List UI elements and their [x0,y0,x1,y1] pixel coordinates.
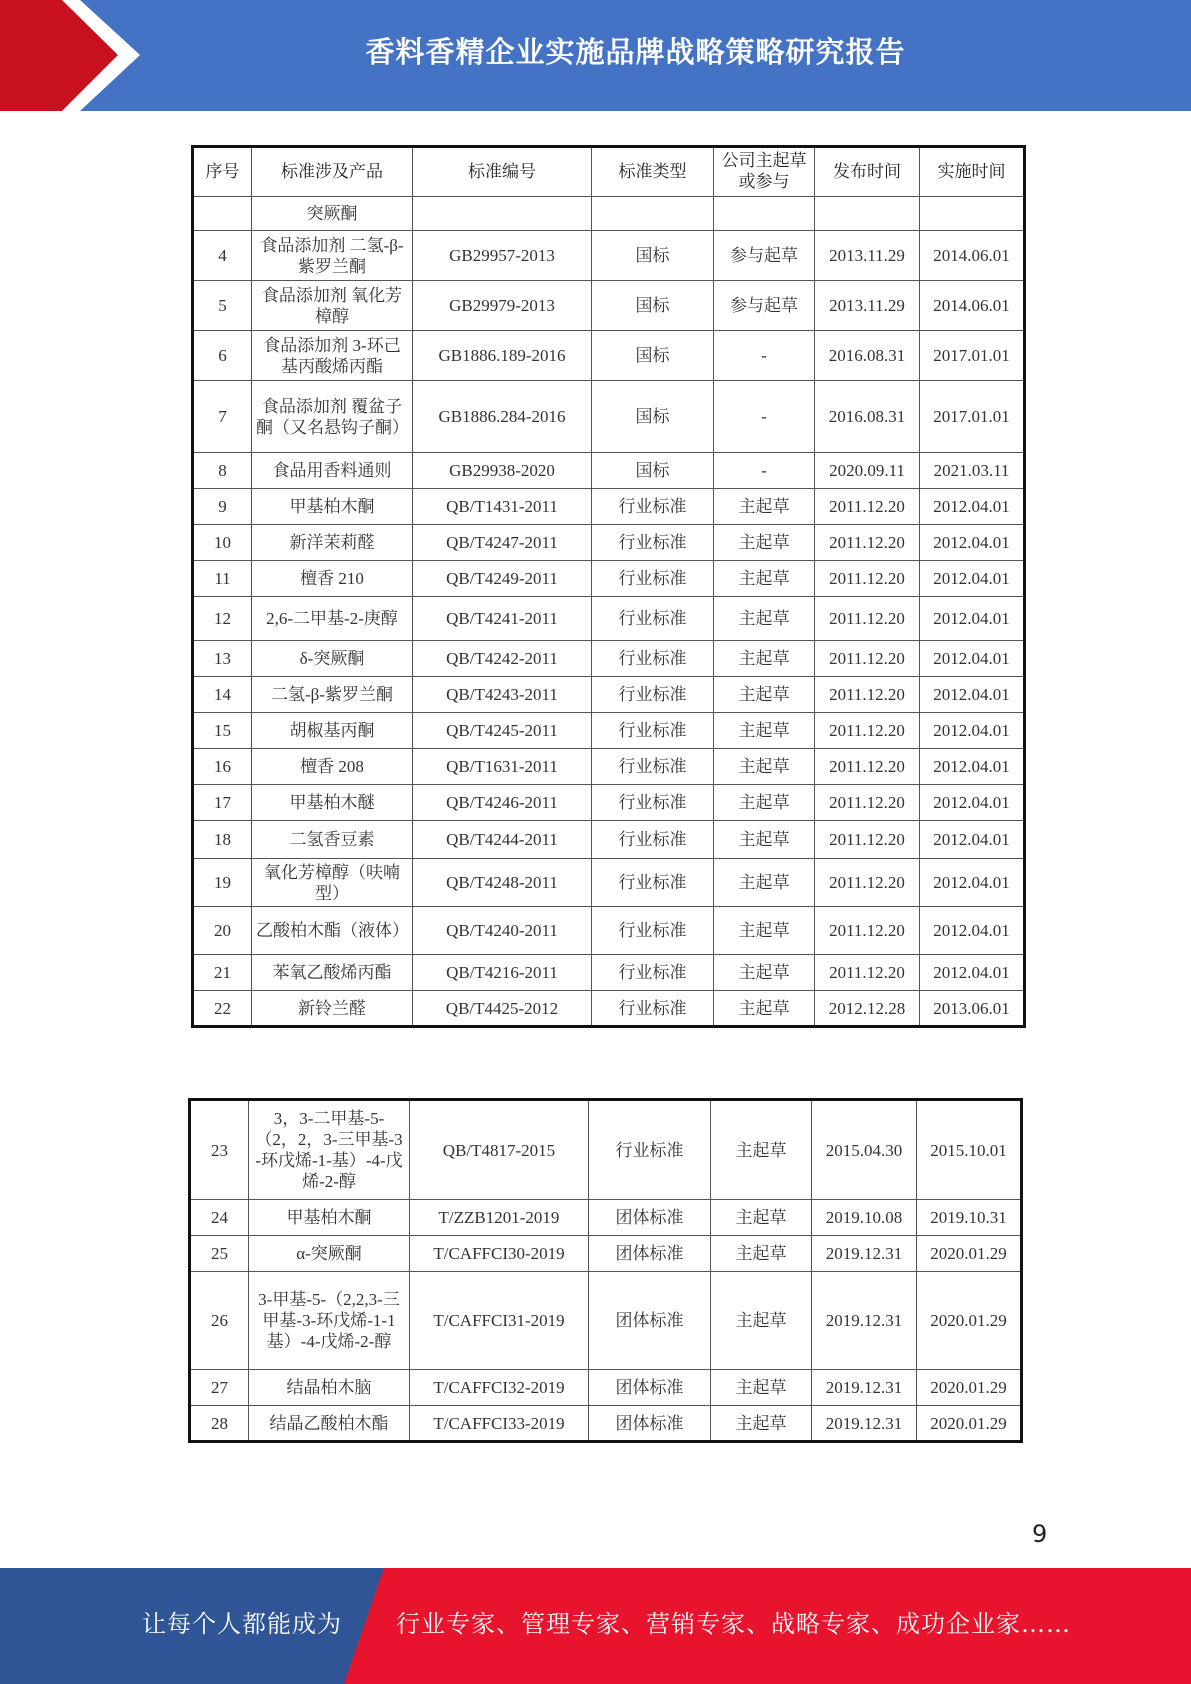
cell-role: 主起草 [714,525,815,561]
cell-publish-date: 2011.12.20 [815,525,920,561]
table-row [193,955,1025,991]
cell-publish-date: 2011.12.20 [815,641,920,677]
cell-effective-date: 2012.04.01 [920,713,1025,749]
cell-effective-date: 2021.03.11 [920,453,1025,489]
cell-code: GB29938-2020 [413,453,592,489]
table-row [190,1370,1022,1406]
footer-slogan-left: 让每个人都能成为 [142,1610,342,1638]
cell-role: - [714,331,815,381]
table-row [193,489,1025,525]
cell-effective-date: 2012.04.01 [920,749,1025,785]
cell-effective-date: 2020.01.29 [917,1236,1022,1272]
cell-code: QB/T4247-2011 [413,525,592,561]
cell-type: 行业标准 [592,749,714,785]
table-row [193,713,1025,749]
cell-type: 团体标准 [589,1200,711,1236]
cell-index: 27 [190,1370,249,1406]
cell-publish-date: 2011.12.20 [815,785,920,821]
cell-index: 11 [193,561,252,597]
cell-index: 28 [190,1406,249,1442]
table-row [193,597,1025,641]
cell-effective-date: 2020.01.29 [917,1272,1022,1370]
cell-effective-date: 2017.01.01 [920,381,1025,453]
table-row [190,1100,1022,1200]
cell-index: 25 [190,1236,249,1272]
cell-product: 食品添加剂 3-环己基丙酸烯丙酯 [252,331,413,381]
cell-index: 14 [193,677,252,713]
standards-table-part2 [188,1098,1023,1443]
cell-product: 结晶柏木脑 [249,1370,410,1406]
cell-type: 行业标准 [592,597,714,641]
cell-publish-date: 2015.04.30 [812,1100,917,1200]
col-header-index: 序号 [193,147,252,197]
cell-role: 主起草 [714,597,815,641]
cell-index: 13 [193,641,252,677]
cell-role: 主起草 [711,1200,812,1236]
cell-code: QB/T4246-2011 [413,785,592,821]
page-footer [0,1568,1191,1684]
cell-type: 行业标准 [592,821,714,859]
cell-code: T/CAFFCI30-2019 [410,1236,589,1272]
cell-effective-date: 2015.10.01 [917,1100,1022,1200]
cell-role: 主起草 [711,1370,812,1406]
cell-effective-date: 2020.01.29 [917,1370,1022,1406]
cell-type: 行业标准 [592,859,714,907]
cell-effective-date: 2013.06.01 [920,991,1025,1027]
cell-index: 21 [193,955,252,991]
cell-product: 甲基柏木醚 [252,785,413,821]
cell-code: QB/T1631-2011 [413,749,592,785]
cell-type: 团体标准 [589,1370,711,1406]
cell-publish-date: 2019.12.31 [812,1236,917,1272]
cell-effective-date: 2012.04.01 [920,641,1025,677]
cell-product: 3-甲基-5-（2,2,3-三甲基-3-环戊烯-1-1 基）-4-戊烯-2-醇 [249,1272,410,1370]
cell-publish-date: 2011.12.20 [815,859,920,907]
cell-publish-date: 2019.12.31 [812,1370,917,1406]
cell-effective-date: 2012.04.01 [920,597,1025,641]
cell-publish-date: 2011.12.20 [815,907,920,955]
table-row [193,907,1025,955]
cell-index: 19 [193,859,252,907]
cell-publish-date [815,197,920,231]
cell-index [193,197,252,231]
table-row [193,197,1025,231]
table-row [193,859,1025,907]
cell-publish-date: 2011.12.20 [815,955,920,991]
cell-type: 行业标准 [592,489,714,525]
cell-type: 行业标准 [592,677,714,713]
cell-index: 18 [193,821,252,859]
footer-slogan-right: 行业专家、管理专家、营销专家、战略专家、成功企业家…… [396,1610,1071,1638]
page-number: 9 [1032,1520,1048,1548]
cell-publish-date: 2020.09.11 [815,453,920,489]
table-row [193,231,1025,281]
cell-effective-date: 2012.04.01 [920,785,1025,821]
cell-index: 9 [193,489,252,525]
table-row [190,1236,1022,1272]
cell-role: 主起草 [714,955,815,991]
cell-role: 主起草 [711,1406,812,1442]
cell-type: 国标 [592,331,714,381]
cell-product: 胡椒基丙酮 [252,713,413,749]
cell-code: GB29979-2013 [413,281,592,331]
table-row [193,453,1025,489]
cell-code [413,197,592,231]
cell-role: 主起草 [714,561,815,597]
table-row [193,749,1025,785]
cell-role: 主起草 [714,677,815,713]
cell-type [592,197,714,231]
page-header [0,0,1191,111]
cell-product: 檀香 208 [252,749,413,785]
cell-publish-date: 2019.10.08 [812,1200,917,1236]
cell-code: QB/T4245-2011 [413,713,592,749]
cell-index: 15 [193,713,252,749]
report-title: 香料香精企业实施品牌战略策略研究报告 [365,34,906,69]
cell-type: 国标 [592,381,714,453]
cell-code: QB/T4242-2011 [413,641,592,677]
cell-role: 主起草 [714,991,815,1027]
cell-code: QB/T4216-2011 [413,955,592,991]
table-row [193,381,1025,453]
cell-type: 团体标准 [589,1236,711,1272]
cell-publish-date: 2011.12.20 [815,821,920,859]
cell-role: - [714,381,815,453]
cell-index: 12 [193,597,252,641]
cell-type: 行业标准 [592,525,714,561]
cell-publish-date: 2019.12.31 [812,1406,917,1442]
cell-index: 16 [193,749,252,785]
cell-index: 22 [193,991,252,1027]
cell-product: 新铃兰醛 [252,991,413,1027]
cell-publish-date: 2016.08.31 [815,331,920,381]
cell-product: 突厥酮 [252,197,413,231]
cell-type: 行业标准 [592,955,714,991]
cell-product: 新洋茉莉醛 [252,525,413,561]
table-header-row [193,147,1025,197]
cell-publish-date: 2012.12.28 [815,991,920,1027]
cell-effective-date: 2012.04.01 [920,821,1025,859]
cell-role: 主起草 [714,489,815,525]
cell-code: QB/T4425-2012 [413,991,592,1027]
cell-type: 行业标准 [589,1100,711,1200]
cell-publish-date: 2019.12.31 [812,1272,917,1370]
cell-publish-date: 2016.08.31 [815,381,920,453]
col-header-type: 标准类型 [592,147,714,197]
table-row [193,677,1025,713]
cell-product: 食品添加剂 氧化芳樟醇 [252,281,413,331]
table-row [190,1200,1022,1236]
cell-type: 行业标准 [592,785,714,821]
cell-publish-date: 2011.12.20 [815,713,920,749]
cell-effective-date: 2012.04.01 [920,859,1025,907]
col-header-product: 标准涉及产品 [252,147,413,197]
cell-type: 国标 [592,453,714,489]
table-row [193,641,1025,677]
cell-index: 26 [190,1272,249,1370]
cell-type: 行业标准 [592,991,714,1027]
standards-table-part1 [191,145,1026,1028]
cell-index: 7 [193,381,252,453]
table-row [193,525,1025,561]
cell-product: 二氢香豆素 [252,821,413,859]
table-row [190,1406,1022,1442]
cell-index: 20 [193,907,252,955]
cell-role: 主起草 [714,821,815,859]
cell-index: 4 [193,231,252,281]
cell-code: QB/T4817-2015 [410,1100,589,1200]
table-row [193,561,1025,597]
cell-product: 苯氧乙酸烯丙酯 [252,955,413,991]
table-row [193,991,1025,1027]
table-row [190,1272,1022,1370]
table-row [193,281,1025,331]
cell-code: QB/T1431-2011 [413,489,592,525]
cell-effective-date: 2017.01.01 [920,331,1025,381]
cell-publish-date: 2011.12.20 [815,561,920,597]
cell-type: 行业标准 [592,561,714,597]
cell-index: 5 [193,281,252,331]
cell-index: 8 [193,453,252,489]
cell-product: 氧化芳樟醇（呋喃型） [252,859,413,907]
cell-role: 主起草 [714,859,815,907]
col-header-role: 公司主起草或参与 [714,147,815,197]
cell-product: 甲基柏木酮 [252,489,413,525]
cell-product: 3，3-二甲基-5-（2，2，3-三甲基-3-环戊烯-1-基）-4-戊烯-2-醇 [249,1100,410,1200]
cell-effective-date: 2012.04.01 [920,677,1025,713]
cell-code: QB/T4249-2011 [413,561,592,597]
cell-type: 国标 [592,281,714,331]
cell-type: 行业标准 [592,713,714,749]
cell-effective-date: 2012.04.01 [920,955,1025,991]
cell-publish-date: 2011.12.20 [815,677,920,713]
cell-product: 结晶乙酸柏木酯 [249,1406,410,1442]
cell-product: 2,6-二甲基-2-庚醇 [252,597,413,641]
table-row [193,785,1025,821]
cell-publish-date: 2013.11.29 [815,281,920,331]
cell-index: 10 [193,525,252,561]
cell-code: QB/T4243-2011 [413,677,592,713]
cell-type: 国标 [592,231,714,281]
cell-role: 主起草 [711,1100,812,1200]
cell-code: T/CAFFCI33-2019 [410,1406,589,1442]
col-header-code: 标准编号 [413,147,592,197]
cell-type: 行业标准 [592,907,714,955]
cell-publish-date: 2013.11.29 [815,231,920,281]
cell-effective-date: 2012.04.01 [920,489,1025,525]
cell-code: T/CAFFCI31-2019 [410,1272,589,1370]
cell-code: GB1886.284-2016 [413,381,592,453]
cell-product: 二氢-β-紫罗兰酮 [252,677,413,713]
cell-publish-date: 2011.12.20 [815,749,920,785]
cell-index: 6 [193,331,252,381]
cell-product: δ-突厥酮 [252,641,413,677]
cell-effective-date: 2014.06.01 [920,231,1025,281]
cell-product: 檀香 210 [252,561,413,597]
table-row [193,821,1025,859]
cell-role: - [714,453,815,489]
cell-effective-date: 2012.04.01 [920,561,1025,597]
cell-role: 主起草 [711,1272,812,1370]
cell-role: 主起草 [714,785,815,821]
cell-code: QB/T4244-2011 [413,821,592,859]
cell-product: 食品添加剂 二氢-β-紫罗兰酮 [252,231,413,281]
cell-type: 团体标准 [589,1272,711,1370]
cell-code: GB1886.189-2016 [413,331,592,381]
cell-product: 食品添加剂 覆盆子酮（又名悬钩子酮） [252,381,413,453]
cell-product: 食品用香料通则 [252,453,413,489]
cell-effective-date: 2019.10.31 [917,1200,1022,1236]
cell-publish-date: 2011.12.20 [815,597,920,641]
table-row [193,331,1025,381]
cell-effective-date [920,197,1025,231]
cell-code: QB/T4241-2011 [413,597,592,641]
cell-index: 23 [190,1100,249,1200]
cell-index: 24 [190,1200,249,1236]
cell-code: GB29957-2013 [413,231,592,281]
cell-code: T/ZZB1201-2019 [410,1200,589,1236]
col-header-publish-date: 发布时间 [815,147,920,197]
cell-type: 团体标准 [589,1406,711,1442]
cell-effective-date: 2012.04.01 [920,907,1025,955]
cell-role: 参与起草 [714,281,815,331]
cell-role: 参与起草 [714,231,815,281]
cell-effective-date: 2012.04.01 [920,525,1025,561]
cell-role: 主起草 [714,641,815,677]
cell-type: 行业标准 [592,641,714,677]
cell-code: QB/T4240-2011 [413,907,592,955]
cell-publish-date: 2011.12.20 [815,489,920,525]
cell-role: 主起草 [714,907,815,955]
cell-role: 主起草 [711,1236,812,1272]
cell-role [714,197,815,231]
cell-product: α-突厥酮 [249,1236,410,1272]
col-header-effective-date: 实施时间 [920,147,1025,197]
cell-effective-date: 2014.06.01 [920,281,1025,331]
cell-code: QB/T4248-2011 [413,859,592,907]
cell-role: 主起草 [714,749,815,785]
cell-effective-date: 2020.01.29 [917,1406,1022,1442]
cell-code: T/CAFFCI32-2019 [410,1370,589,1406]
cell-product: 甲基柏木酮 [249,1200,410,1236]
cell-product: 乙酸柏木酯（液体） [252,907,413,955]
cell-index: 17 [193,785,252,821]
cell-role: 主起草 [714,713,815,749]
